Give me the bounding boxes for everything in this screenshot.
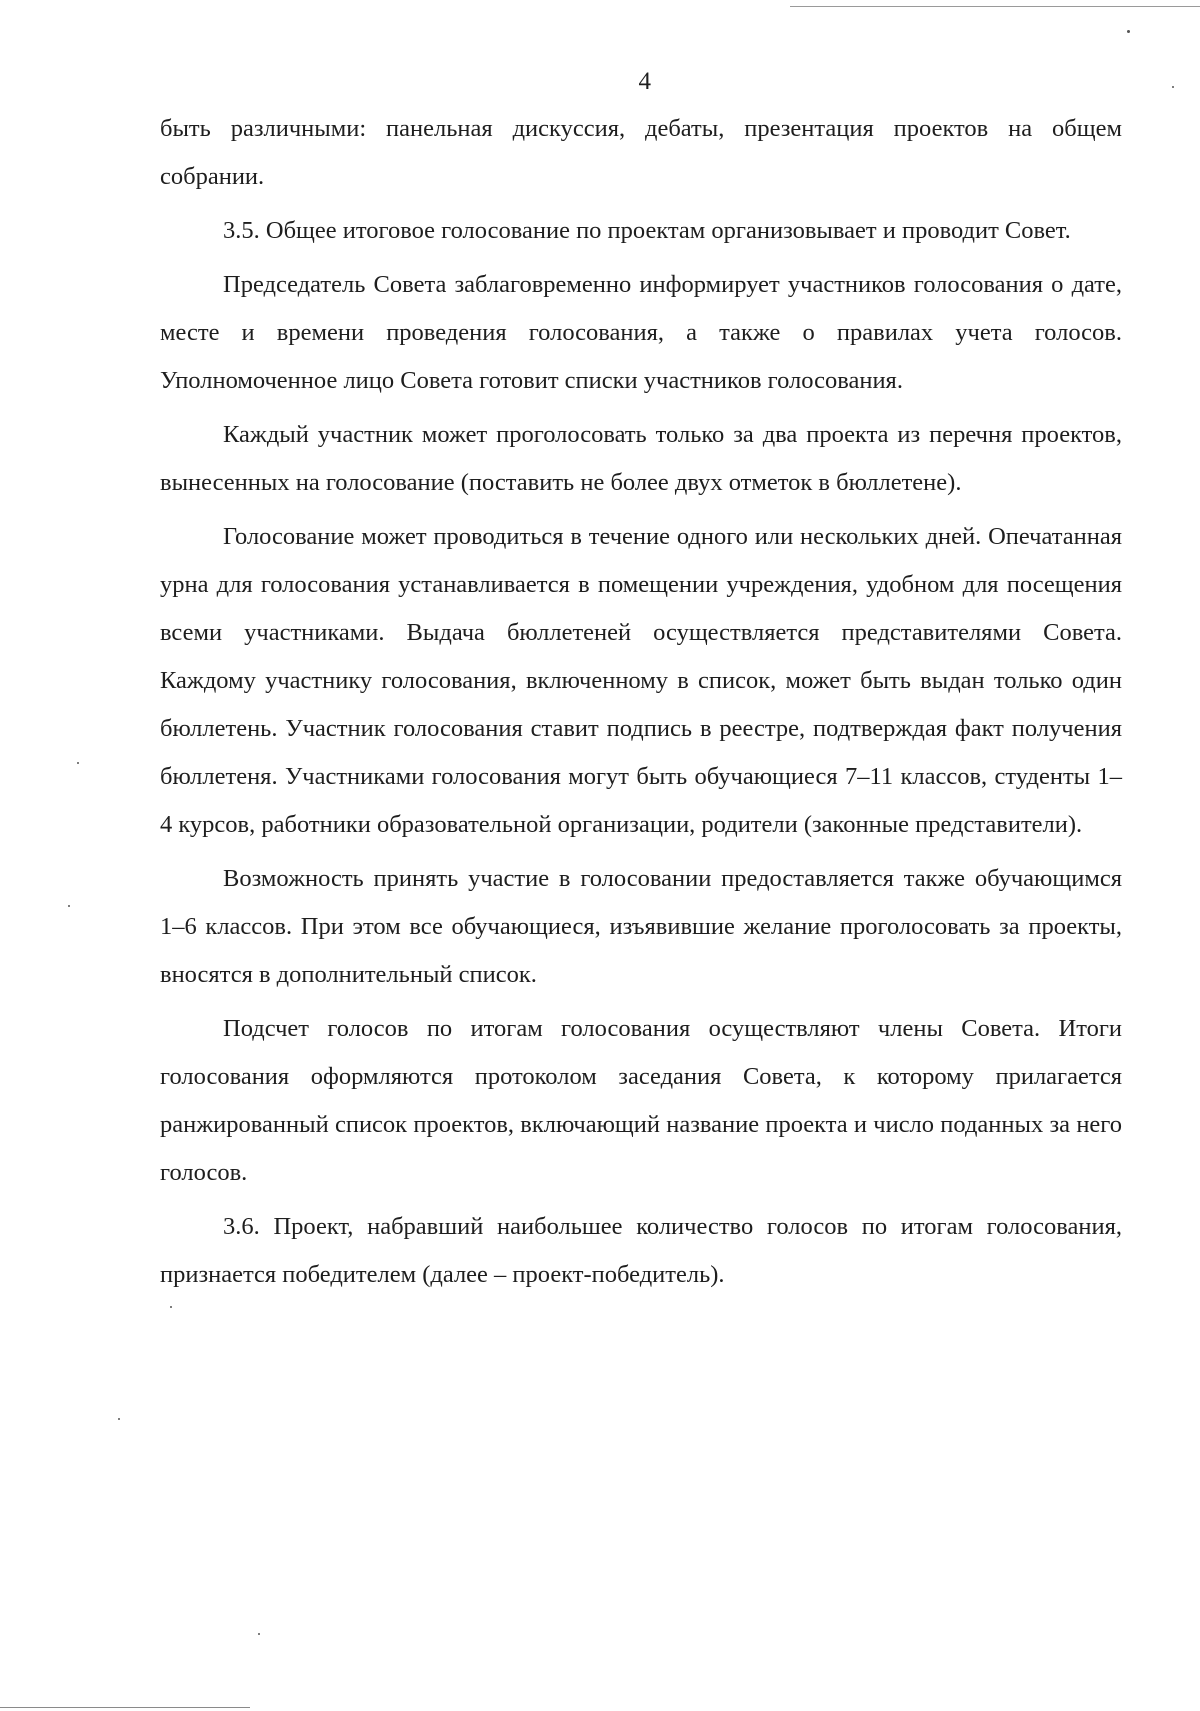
paragraph-vote-count: Подсчет голосов по итогам голосования осуществляют члены Совета. Итоги голосования оформляются протоколом заседания Совета, к которому прилагается ранжированный список проектов, включающий название проекта и число поданных за него голосов. <box>160 1015 1122 1186</box>
paragraph-chairman: Председатель Совета заблаговременно информирует участников голосования о дате, месте и времени проведения голосования, а также о правилах учета голосов. Уполномоченное лицо Совета готовит списки участников голосования. <box>160 271 1122 394</box>
scan-speck <box>118 1418 120 1420</box>
scan-speck <box>68 905 70 907</box>
scan-edge-line <box>790 6 1200 7</box>
scan-edge-line <box>0 1707 250 1708</box>
paragraph-voting-days: Голосование может проводиться в течение одного или нескольких дней. Опечатанная урна для голосования устанавливается в помещении учреждения, удобном для посещения всеми участниками. Выдача бюллетеней осуществляется представителями Совета. Каждому участнику голосования, включенному в список, может быть выдан только один бюллетень. Участник голосования ставит подпись в реестре, подтверждая факт получения бюллетеня. Участниками голосования могут быть обучающиеся 7–11 классов, студенты 1–4 курсов, работники образовательной организации, родители (законные представители). <box>160 523 1122 838</box>
document-body <box>160 105 1122 1305</box>
scan-speck <box>258 1633 260 1635</box>
paragraph-3-6: 3.6. Проект, набравший наибольшее количество голосов по итогам голосования, признается победителем (далее – проект-победитель). <box>160 1213 1122 1288</box>
paragraph-younger-students: Возможность принять участие в голосовании предоставляется также обучающимся 1–6 классов. При этом все обучающиеся, изъявившие желание проголосовать за проекты, вносятся в дополнительный список. <box>160 865 1122 988</box>
scan-speck <box>170 1306 172 1308</box>
paragraph-3-5: 3.5. Общее итоговое голосование по проектам организовывает и проводит Совет. <box>223 217 1071 244</box>
scan-speck <box>77 762 79 764</box>
paragraph-each-participant: Каждый участник может проголосовать только за два проекта из перечня проектов, вынесенных на голосование (поставить не более двух отметок в бюллетене). <box>160 421 1122 496</box>
paragraph-continuation: быть различными: панельная дискуссия, дебаты, презентация проектов на общем собрании. <box>160 115 1122 190</box>
page-number: 4 <box>638 68 652 95</box>
scan-speck <box>1172 86 1174 88</box>
scan-speck <box>1127 30 1130 33</box>
